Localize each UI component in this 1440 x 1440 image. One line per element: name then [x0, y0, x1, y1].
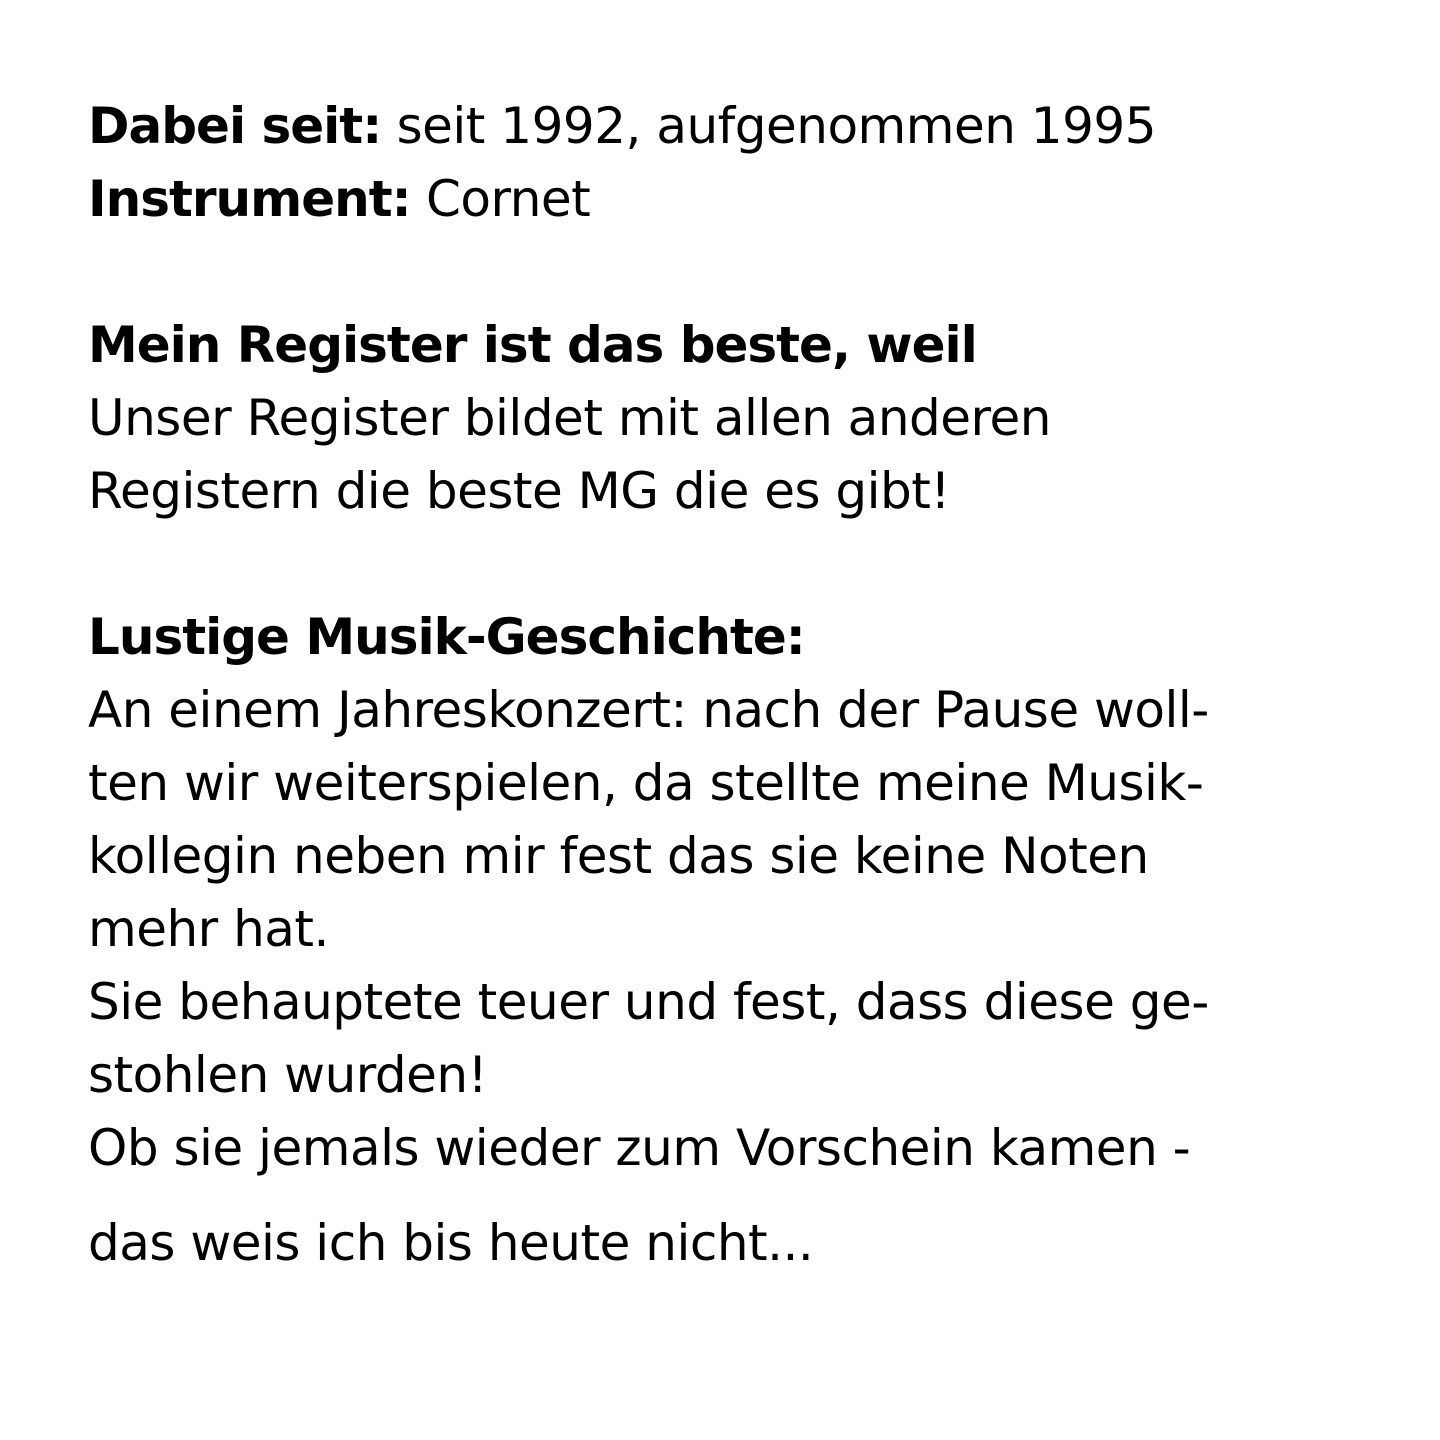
story-line: Sie behauptete teuer und fest, dass diese ge- [88, 973, 1209, 1031]
story-line: das weis ich bis heute nicht... [88, 1214, 814, 1272]
register-line: Registern die beste MG die es gibt! [88, 462, 950, 520]
story-line: An einem Jahreskonzert: nach der Pause woll- [88, 681, 1209, 739]
dabei-seit-line [88, 90, 1388, 163]
story-line: stohlen wurden! [88, 1046, 488, 1104]
instrument-label: Instrument: [88, 170, 411, 228]
dabei-seit-label: Dabei seit: [88, 97, 382, 155]
dabei-seit-value: seit 1992, aufgenommen 1995 [381, 97, 1157, 155]
register-heading: Mein Register ist das beste, weil [88, 316, 977, 374]
spacer [88, 528, 1388, 601]
instrument-value: Cornet [410, 170, 591, 228]
spacer [88, 236, 1388, 309]
story-line: kollegin neben mir fest das sie keine Noten [88, 827, 1149, 885]
story-heading: Lustige Musik-Geschichte: [88, 608, 805, 666]
story-line: ten wir weiterspielen, da stellte meine Musik- [88, 754, 1204, 812]
member-text [88, 90, 1388, 1280]
register-line: Unser Register bildet mit allen anderen [88, 389, 1051, 447]
spacer [88, 1185, 1388, 1207]
story-line: Ob sie jemals wieder zum Vorschein kamen - [88, 1119, 1191, 1177]
instrument-line [88, 163, 1388, 236]
story-line: mehr hat. [88, 900, 329, 958]
